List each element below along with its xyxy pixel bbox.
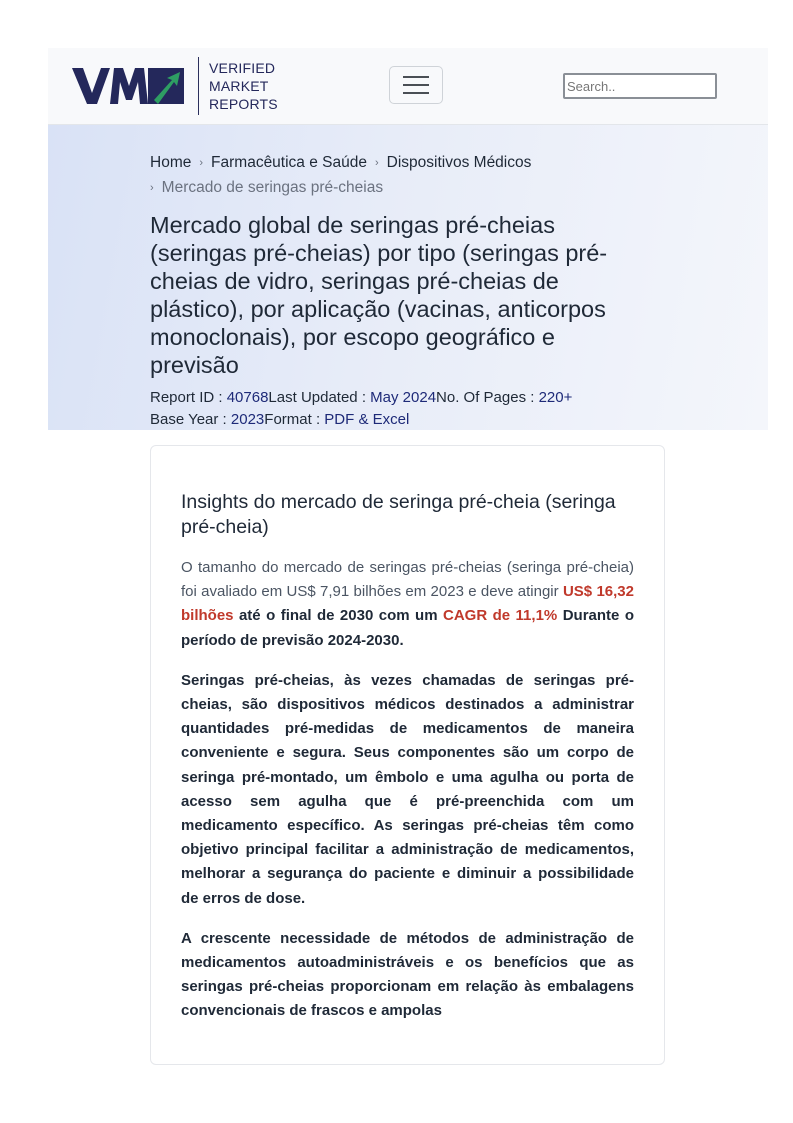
breadcrumb: [150, 151, 630, 201]
logo-text-market: MARKET: [209, 78, 269, 94]
format-label: Format :: [264, 411, 325, 428]
page: [48, 48, 768, 1020]
content-heading: Insights do mercado de seringa pré-cheia (seringa pré-cheia): [181, 491, 616, 538]
logo-text-reports: REPORTS: [209, 96, 278, 112]
intro-text-c: Durante o período de previsão 2024-2030.: [181, 607, 634, 649]
definition-paragraph: Seringas pré-cheias, às vezes chamadas de seringas pré-cheias, são dispositivos médicos destinados a administrar quantidades pré-medidas de medicamentos de maneira conveniente e segura. Seus componentes são um corpo de seringa pré-montado, um êmbolo e uma agulha ou porta de acesso sem agulha que é pré-preenchida com um medicamento específico. As seringas pré-cheias têm como objetivo principal facilitar a administração de medicamentos, melhorar a segurança do paciente e diminuir a possibilidade de erros de dose.: [181, 671, 634, 907]
breadcrumb-subcategory[interactable]: Dispositivos Médicos: [386, 154, 532, 171]
intro-text-b: até o final de 2030 com um: [233, 607, 443, 625]
last-updated-value: May 2024: [370, 389, 437, 406]
chevron-right-icon: ›: [199, 157, 204, 169]
logo-wordmark: [209, 59, 278, 113]
logo-divider: [198, 57, 199, 115]
hamburger-icon-bar: [403, 92, 429, 94]
chevron-right-icon: ›: [150, 182, 154, 194]
intro-paragraph: [181, 556, 634, 653]
logo-text-verified: VERIFIED: [209, 60, 276, 76]
search-input[interactable]: [563, 73, 717, 99]
site-header: [48, 48, 768, 125]
format-value: PDF & Excel: [324, 411, 410, 428]
base-year-label: Base Year :: [150, 411, 231, 428]
pages-label: No. Of Pages :: [436, 389, 539, 406]
hamburger-icon-bar: [403, 84, 429, 86]
site-logo[interactable]: [72, 56, 278, 116]
chevron-right-icon: ›: [374, 157, 379, 169]
report-id-value: 40768: [226, 389, 269, 406]
hamburger-icon-bar: [403, 76, 429, 78]
breadcrumb-current: Mercado de seringas pré-cheias: [161, 179, 384, 196]
market-value-highlight: US$ 16,32 bilhões: [181, 583, 634, 625]
hamburger-menu-button[interactable]: [389, 66, 443, 104]
last-updated-label: Last Updated :: [268, 389, 371, 406]
report-hero: [48, 125, 768, 430]
page-title: Mercado global de seringas pré-cheias (seringas pré-cheias) por tipo (seringas pré-cheias de vidro, seringas pré-cheias de plástico), por aplicação (vacinas, anticorpos monoclonais), por escopo geográfico e previsão: [150, 212, 608, 378]
cagr-highlight: CAGR de 11,1%: [442, 607, 558, 625]
pages-value: 220+: [538, 389, 573, 406]
intro-text-a: O tamanho do mercado de seringas pré-cheias (seringa pré-cheia) foi avaliado em US$ 7,91 bilhões em 2023 e deve atingir: [181, 559, 634, 601]
vmr-logo-icon: [72, 66, 184, 106]
report-meta: [150, 387, 630, 431]
report-content-card: [150, 445, 665, 1065]
base-year-value: 2023: [230, 411, 265, 428]
drivers-paragraph: A crescente necessidade de métodos de administração de medicamentos autoadministráveis e os benefícios que as seringas pré-cheias proporcionam em relação às embalagens convencionais de frascos e ampolas: [181, 929, 634, 1020]
report-id-label: Report ID :: [150, 389, 227, 406]
breadcrumb-home[interactable]: Home: [150, 154, 192, 171]
breadcrumb-category[interactable]: Farmacêutica e Saúde: [211, 154, 367, 171]
